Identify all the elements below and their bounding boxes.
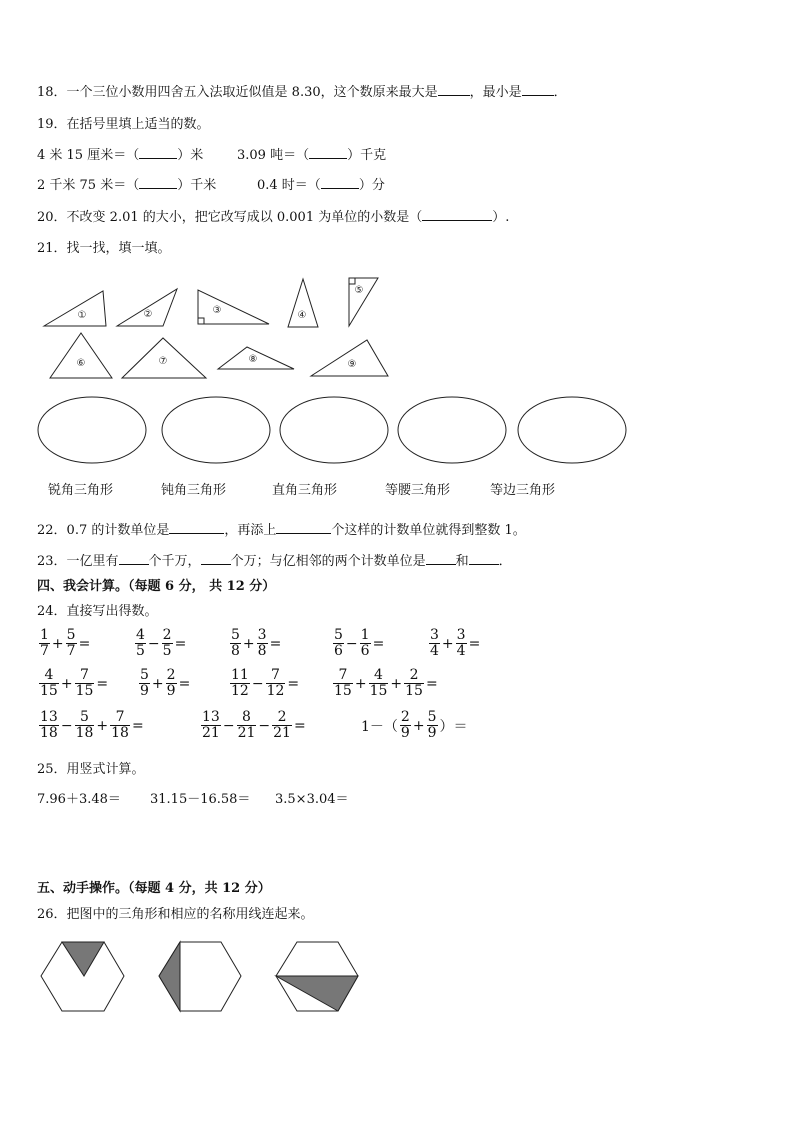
fraction: $\frac{7}{18}$ (111, 709, 129, 741)
triangle-number: ③ (212, 305, 222, 316)
category-label: 锐角三角形 (48, 483, 114, 498)
fraction: $\frac{7}{15}$ (334, 667, 352, 699)
category-label: 直角三角形 (272, 483, 338, 498)
category-oval (280, 397, 388, 463)
category-label: 等边三角形 (490, 483, 556, 498)
fraction: $\frac{2}{9}$ (166, 667, 176, 699)
triangle-2 (117, 289, 177, 326)
fraction-expression: $\frac{4}{5}$ − $\frac{2}{5}$ = (136, 627, 187, 659)
triangle-number: ⑨ (347, 359, 357, 370)
question-19-row1a: 4 米 15 厘米＝（ ）米 (37, 148, 204, 163)
question-21-title: 21．找一找，填一填。 (37, 241, 171, 256)
shaded-triangle (62, 942, 104, 976)
shaded-triangle (159, 942, 180, 1011)
fraction-expression: $\frac{13}{18}$ − $\frac{5}{18}$ + $\frac{7}{18}$ = (40, 709, 144, 741)
triangle-6 (50, 333, 112, 378)
fraction-expression: $\frac{5}{6}$ − $\frac{1}{6}$ = (334, 627, 385, 659)
question-25-title: 25．用竖式计算。 (37, 762, 145, 777)
triangle-number: ⑦ (158, 356, 168, 367)
category-label: 等腰三角形 (385, 483, 451, 498)
triangle-number: ⑥ (76, 358, 86, 369)
answer-blank[interactable] (426, 552, 456, 565)
fraction: $\frac{7}{12}$ (266, 667, 285, 699)
fraction: $\frac{1}{6}$ (360, 627, 370, 659)
fraction: $\frac{3}{8}$ (257, 627, 267, 659)
fraction: $\frac{5}{9}$ (140, 667, 149, 699)
question-19-row1b: 3.09 吨＝（ ）千克 (237, 148, 387, 163)
question-22: 22．0.7 的计数单位是 ，再添上 个这样的计数单位就得到整数 1。 (37, 523, 526, 538)
section-5-title: 五、动手操作。（每题 4 分，共 12 分） (37, 881, 271, 896)
right-angle-mark (349, 278, 355, 284)
question-18: 18．一个三位小数用四舍五入法取近似值是 8.30，这个数原来最大是 ，最小是 ． (37, 85, 567, 100)
fraction: $\frac{5}{8}$ (231, 627, 240, 659)
fraction: $\frac{7}{15}$ (75, 667, 94, 699)
question-19-title: 19．在括号里填上适当的数。 (37, 117, 210, 132)
triangle-1 (44, 291, 106, 326)
question-24-title: 24．直接写出得数。 (37, 604, 158, 619)
fraction: $\frac{3}{4}$ (430, 627, 439, 659)
question-26-title: 26．把图中的三角形和相应的名称用线连起来。 (37, 907, 314, 922)
triangle-9 (311, 340, 388, 376)
vertical-calc-3: 3.5×3.04＝ (275, 792, 349, 807)
question-19-row2b: 0.4 时＝（ ）分 (257, 178, 385, 193)
fraction: $\frac{4}{15}$ (40, 667, 58, 699)
answer-blank[interactable] (201, 552, 231, 565)
fraction-expression: $\frac{3}{4}$ + $\frac{3}{4}$ = (430, 627, 481, 659)
category-oval (398, 397, 506, 463)
fraction-expression: $\frac{11}{12}$ − $\frac{7}{12}$ = (231, 667, 300, 699)
vertical-calc-2: 31.15－16.58＝ (150, 792, 251, 807)
fraction: $\frac{5}{7}$ (66, 627, 76, 659)
fraction: $\frac{5}{6}$ (334, 627, 343, 659)
fraction: $\frac{11}{12}$ (231, 667, 249, 699)
fraction: $\frac{8}{21}$ (237, 709, 256, 741)
fraction: $\frac{2}{5}$ (162, 627, 172, 659)
fraction-expression: $\frac{4}{15}$ + $\frac{7}{15}$ = (40, 667, 109, 699)
question-20: 20．不改变 2.01 的大小，把它改写成以 0.001 为单位的小数是（ ）. (37, 210, 510, 225)
fraction: $\frac{2}{15}$ (405, 667, 423, 699)
fraction: $\frac{1}{7}$ (40, 627, 49, 659)
shaded-triangle (276, 976, 358, 1011)
fraction: $\frac{4}{15}$ (369, 667, 388, 699)
right-angle-mark (198, 318, 204, 324)
triangle-number: ⑤ (354, 285, 364, 296)
section-4-title: 四、我会计算。（每题 6 分， 共 12 分） (37, 579, 276, 594)
fraction-expression: $\frac{1}{7}$ + $\frac{5}{7}$ = (40, 627, 91, 659)
triangle-number: ④ (297, 310, 307, 321)
fraction-expression: $\frac{5}{8}$ + $\frac{3}{8}$ = (231, 627, 282, 659)
category-oval (162, 397, 270, 463)
fraction-expression: $\frac{13}{21}$ − $\frac{8}{21}$ − $\frac{2}{21}$ = (202, 709, 306, 741)
triangle-3 (198, 290, 269, 324)
question-19-row2a: 2 千米 75 米＝（ ）千米 (37, 178, 217, 193)
fraction: $\frac{5}{18}$ (75, 709, 94, 741)
question-23: 23．一亿里有 个千万， 个万；与亿相邻的两个计数单位是 和 ． (37, 554, 512, 569)
triangle-number: ② (143, 309, 153, 320)
answer-blank[interactable] (119, 552, 149, 565)
category-oval (518, 397, 626, 463)
vertical-calc-1: 7.96＋3.48＝ (37, 792, 121, 807)
fraction: $\frac{2}{21}$ (273, 709, 291, 741)
triangle-5 (349, 278, 378, 326)
fraction: $\frac{3}{4}$ (456, 627, 466, 659)
triangle-number: ① (77, 310, 87, 321)
answer-blank[interactable] (276, 521, 331, 534)
fraction: $\frac{2}{9}$ (400, 709, 410, 741)
triangle-number: ⑧ (248, 354, 258, 365)
fraction: $\frac{13}{18}$ (40, 709, 58, 741)
category-label: 钝角三角形 (161, 483, 227, 498)
category-oval (38, 397, 146, 463)
fraction-expression: $\frac{7}{15}$ + $\frac{4}{15}$ + $\frac{2}{15}$ = (334, 667, 438, 699)
fraction: $\frac{5}{9}$ (427, 709, 437, 741)
fraction: $\frac{4}{5}$ (136, 627, 145, 659)
answer-blank[interactable] (469, 552, 499, 565)
answer-blank[interactable] (169, 521, 224, 534)
fraction-expression: $\frac{5}{9}$ + $\frac{2}{9}$ = (140, 667, 191, 699)
fraction-expression: 1－（ $\frac{2}{9}$ + $\frac{5}{9}$ ）＝ (361, 709, 468, 741)
fraction: $\frac{13}{21}$ (202, 709, 220, 741)
